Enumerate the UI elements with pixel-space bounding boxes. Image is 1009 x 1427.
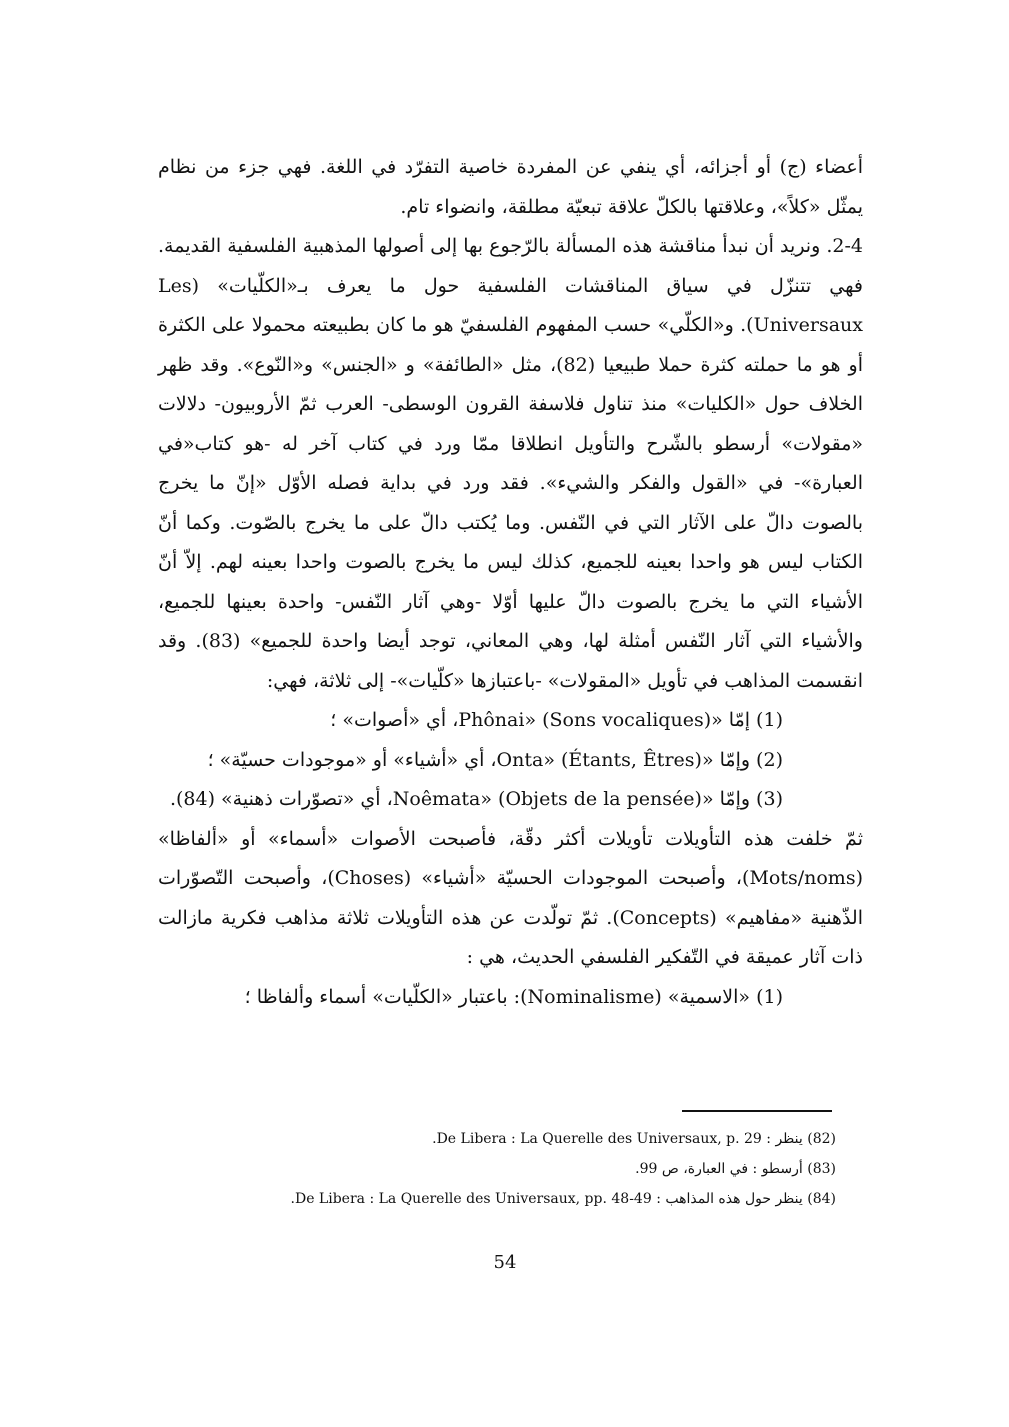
main-text <box>158 148 863 1017</box>
paragraph-1: أعضاء (ج) أو أجزائه، أي ينفي عن المفردة خاصية التفرّد في اللغة. فهي جزء من نظام يمثّل «كلاً»، وعلاقتها بالكلّ علاقة تبعيّة مطلقة، وانضواء تام. <box>158 156 863 218</box>
page-number: 54 <box>493 1252 517 1273</box>
list-item-1: (1) إمّا «Phônai» (Sons vocaliques)، أي «أصوات» ؛ <box>330 709 783 731</box>
list-item-3: (3) وإمّا «Noêmata» (Objets de la pensée)، أي «تصوّرات ذهنية» (84). <box>169 788 783 810</box>
paragraph-3: ثمّ خلفت هذه التأويلات تأويلات أكثر دقّة، فأصبحت الأصوات «أسماء» أو «ألفاظا» (Mots/noms)، وأصبحت الموجودات الحسيّة «أشياء» (Choses)، وأصبحت التّصوّرات الذّهنية «مفاهيم» (Concepts). ثمّ تولّدت عن هذه التأويلات ثلاثة مذاهب فكرية مازالت ذات آثار عميقة في التّفكير الفلسفي الحديث، هي : <box>158 827 863 968</box>
footnote-84: (84) ينظر حول هذه المذاهب : De Libera : La Querelle des Universaux, pp. 48-49. <box>290 1191 836 1207</box>
list-item-4: (1) «الاسمية» (Nominalisme): باعتبار «الكلّيات» أسماء وألفاظا ؛ <box>244 985 783 1008</box>
paragraph-2: 2-4. ونريد أن نبدأ مناقشة هذه المسألة بالرّجوع بها إلى أصولها المذهبية الفلسفية القديمة. فهي تتنزّل في سياق المناقشات الفلسفية حول ما يعرف بـ«الكلّيات» (Les Universaux). و«الكلّي» حسب المفهوم الفلسفيّ هو ما كان بطبيعته محمولا على الكثرة أو هو ما حملته كثرة حملا طبيعيا (82)، مثل «الطائفة» و «الجنس» و«النّوع». وقد ظهر الخلاف حول «الكليات» منذ تناول فلاسفة القرون الوسطى- العرب ثمّ الأروبيون- دلالات «مقولات» أرسطو بالشّرح والتأويل انطلاقا ممّا ورد في كتاب آخر له -هو كتاب«في العبارة»- في «القول والفكر والشيء». فقد ورد في بداية فصله الأوّل «إنّ ما يخرج بالصوت دالّ على الآثار التي في النّفس. وما يُكتب دالّ على ما يخرج بالصّوت. وكما أنّ الكتاب ليس هو واحدا بعينه للجميع، كذلك ليس ما يخرج بالصوت واحدا بعينه لهم. إلاّ أنّ الأشياء التي ما يخرج بالصوت دالّ عليها أوّلا -وهي آثار النّفس- واحدة بعينها للجميع، والأشياء التي آثار النّفس أمثلة لها، وهي المعاني، توجد أيضا واحدة للجميع» (83). وقد انقسمت المذاهب في تأويل «المقولات» -باعتبازها «كلّيات»- إلى ثلاثة، فهي: <box>158 235 863 692</box>
footnote-83: (83) أرسطو : في العبارة، ص 99. <box>635 1161 836 1177</box>
list-item-2: (2) وإمّا «Onta» (Étants, Êtres)، أي «أشياء» أو «موجودات حسيّة» ؛ <box>207 748 783 771</box>
footnote-82: (82) ينظر : De Libera : La Querelle des Universaux, p. 29. <box>432 1131 836 1147</box>
footnotes <box>230 1124 836 1214</box>
footnote-divider <box>682 1110 832 1112</box>
